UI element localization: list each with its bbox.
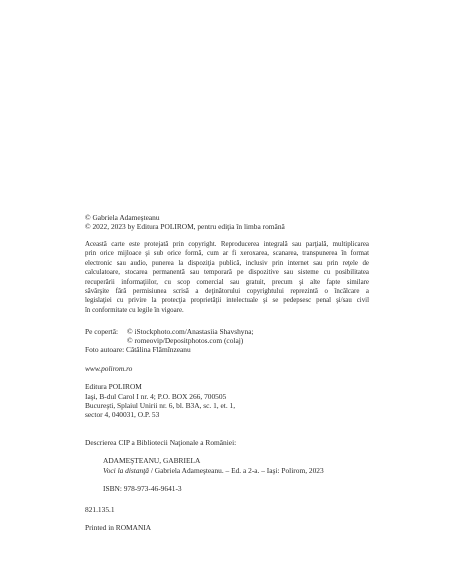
publisher-name: Editura POLIROM [85, 382, 142, 391]
cip-author: ADAMEŞTEANU, GABRIELA [103, 456, 201, 465]
copyright-notice [85, 240, 369, 315]
cip-details: / Gabriela Adameşteanu. – Ed. a 2-a. – Iaşi: Polirom, 2023 [149, 466, 324, 475]
notice-line: în conformitate cu legile în vigoare. [85, 306, 184, 314]
notice-line: electronic sau audio, punerea la dispoziţia publică, inclusiv prin internet sau prin reţele de [85, 259, 369, 267]
cover-label: Pe copertă: [85, 327, 119, 336]
notice-line: săvârşite fără permisiunea scrisă a deţinătorului copyrightului reprezintă o încălcare a [85, 287, 369, 295]
cip-isbn: ISBN: 978-973-46-9641-3 [103, 484, 182, 493]
printed-in: Printed in ROMANIA [85, 523, 152, 532]
publisher-address-bucuresti: Bucureşti, Splaiul Unirii nr. 6, bl. B3A, sc. 1, et. 1, [85, 401, 236, 410]
notice-line: prin orice mijloace şi sub orice formă, cum ar fi xeroxarea, scanarea, transpunerea în format [85, 250, 369, 258]
notice-line: Această carte este protejată prin copyright. Reproducerea integrală sau parţială, multiplicarea [85, 241, 369, 248]
publisher-website: www.polirom.ro [85, 364, 133, 373]
notice-line: calculatoare, stocarea permanentă sau temporară pe dispozitive sau sisteme cu posibilitatea [85, 269, 369, 277]
publisher-address-iasi: Iaşi, B-dul Carol I nr. 4; P.O. BOX 266, 700505 [85, 392, 227, 401]
copyright-author: © Gabriela Adameşteanu [85, 213, 160, 222]
cip-udc: 821.135.1 [85, 505, 115, 514]
author-photo-credit: Foto autoare: Cătălina Flămînzeanu [85, 345, 191, 354]
cip-heading: Descrierea CIP a Bibliotecii Naţionale a României: [85, 438, 237, 447]
notice-line: legislaţiei cu privire la protecţia proprietăţii intelectuale şi se pedepsesc penal şi/sau civil [85, 297, 369, 305]
notice-line: recuperării informaţiilor, cu scop comercial sau gratuit, precum şi alte fapte similare [85, 278, 369, 286]
cip-book-title: Voci la distanţă [103, 466, 149, 475]
cover-credit-2: © romeovip/Depositphotos.com (colaj) [127, 336, 244, 345]
cip-title-line [103, 466, 324, 475]
publisher-address-sector: sector 4, 040031, O.P. 53 [85, 410, 160, 419]
cover-credit-1: © iStockphoto.com/Anastasiia Shavshyna; [127, 327, 254, 336]
copyright-publisher: © 2022, 2023 by Editura POLIROM, pentru ediţia în limba română [85, 222, 285, 231]
